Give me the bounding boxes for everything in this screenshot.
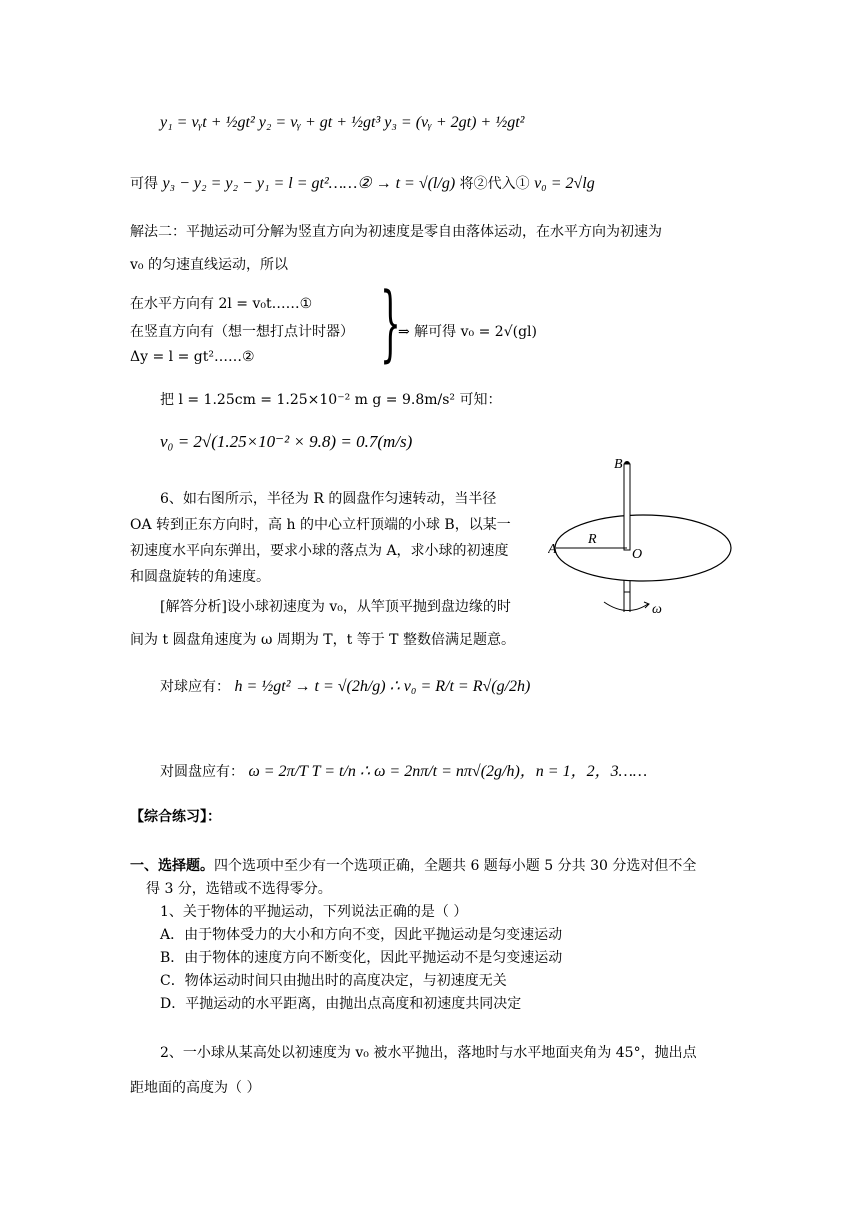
solution2-intro-line1: 解法二：平抛运动可分解为竖直方向为初速度是零自由落体运动，在水平方向为初速为 [130,224,662,240]
final-velocity: v₀ = 2√(1.25×10⁻² × 9.8) = 0.7(m/s) [160,432,413,451]
disk-figure [548,452,738,627]
q1-option-a: A．由于物体受力的大小和方向不变，因此平抛运动是匀变速运动 [160,927,563,943]
section-title: 一、选择题。 [130,858,214,874]
result-prefix: 可得 [130,176,158,192]
q2-stem-line2: 距地面的高度为（ ） [130,1080,261,1096]
label-A: A [548,542,557,557]
section-one [130,855,696,875]
result-end: v₀ = 2√lg [534,175,595,192]
practice-heading: 【综合练习】： [130,809,221,825]
ball-prefix: 对球应有： [160,679,230,695]
brace-line-horizontal: 在水平方向有 2l = v₀t……① [130,296,313,312]
problem6-line4: 和圆盘旋转的角速度。 [130,569,270,585]
equation-y-text: y₁ = vᵧt + ½gt² y₂ = vᵧ + gt + ½gt³ y₃ = (vᵧ + 2gt) + ½gt² [160,114,525,131]
label-O: O [632,547,643,562]
rotation-arrow [604,602,648,611]
analysis-line1: [解答分析]设小球初速度为 v₀，从竿顶平抛到盘边缘的时 [160,599,511,615]
result-equation: y₃ − y₂ = y₂ − y₁ = l = gt²……② → t = √(l/g) [162,175,456,192]
section-desc-line2: 得 3 分，选错或不选得零分。 [146,881,332,897]
analysis-line2: 间为 t 圆盘角速度为 ω 周期为 T，t 等于 T 整数倍满足题意。 [130,632,515,648]
problem6-line1: 6、如右图所示，半径为 R 的圆盘作匀速转动，当半径 [160,491,497,507]
label-B: B [614,457,623,472]
brace-result: ⇒ 解可得 v₀ = 2√(gl) [398,324,537,340]
brace-line-delta: Δy = l = gt²……② [130,349,255,365]
solution2-intro-line2: v₀ 的匀速直线运动，所以 [130,257,288,273]
section-desc-line1: 四个选项中至少有一个选项正确，全题共 6 题每小题 5 分共 30 分选对但不全 [214,858,697,874]
q1-option-b: B．由于物体的速度方向不断变化，因此平抛运动不是匀变速运动 [160,950,563,966]
equation-y-values [160,112,524,132]
q2-stem-line1: 2、一小球从某高处以初速度为 v₀ 被水平抛出，落地时与水平地面夹角为 45°，抛出点 [160,1045,697,1061]
ball-equation-line [160,676,530,696]
pole-upper [624,464,630,550]
ball-equation: h = ½gt² → t = √(2h/g) ∴ v₀ = R/t = R√(g/2h) [234,678,531,695]
q1-option-c: C．物体运动时间只由抛出时的高度决定，与初速度无关 [160,973,507,989]
label-R: R [588,532,597,547]
substitution-line: 把 l = 1.25cm = 1.25×10⁻² m g = 9.8m/s² 可知： [160,392,502,408]
label-omega: ω [652,602,662,617]
right-brace: } [380,276,401,371]
disk-equation: ω = 2π/T T = t/n ∴ ω = 2nπ/t = nπ√(2g/h)，n = 1，2，3…… [248,763,648,780]
q1-option-d: D．平抛运动的水平距离，由抛出点高度和初速度共同决定 [160,996,522,1012]
result-mid: 将②代入① [459,176,530,192]
solution1-result [130,173,595,193]
q1-stem: 1、关于物体的平抛运动，下列说法正确的是（ ） [160,904,468,920]
disk-equation-line [160,758,647,781]
disk-prefix: 对圆盘应有： [160,764,244,780]
problem6-line2: OA 转到正东方向时，高 h 的中心立杆顶端的小球 B，以某一 [130,517,511,533]
problem6-line3: 初速度水平向东弹出，要求小球的落点为 A，求小球的初速度 [130,543,509,559]
brace-line-vertical: 在竖直方向有（想一想打点计时器） [130,324,354,340]
